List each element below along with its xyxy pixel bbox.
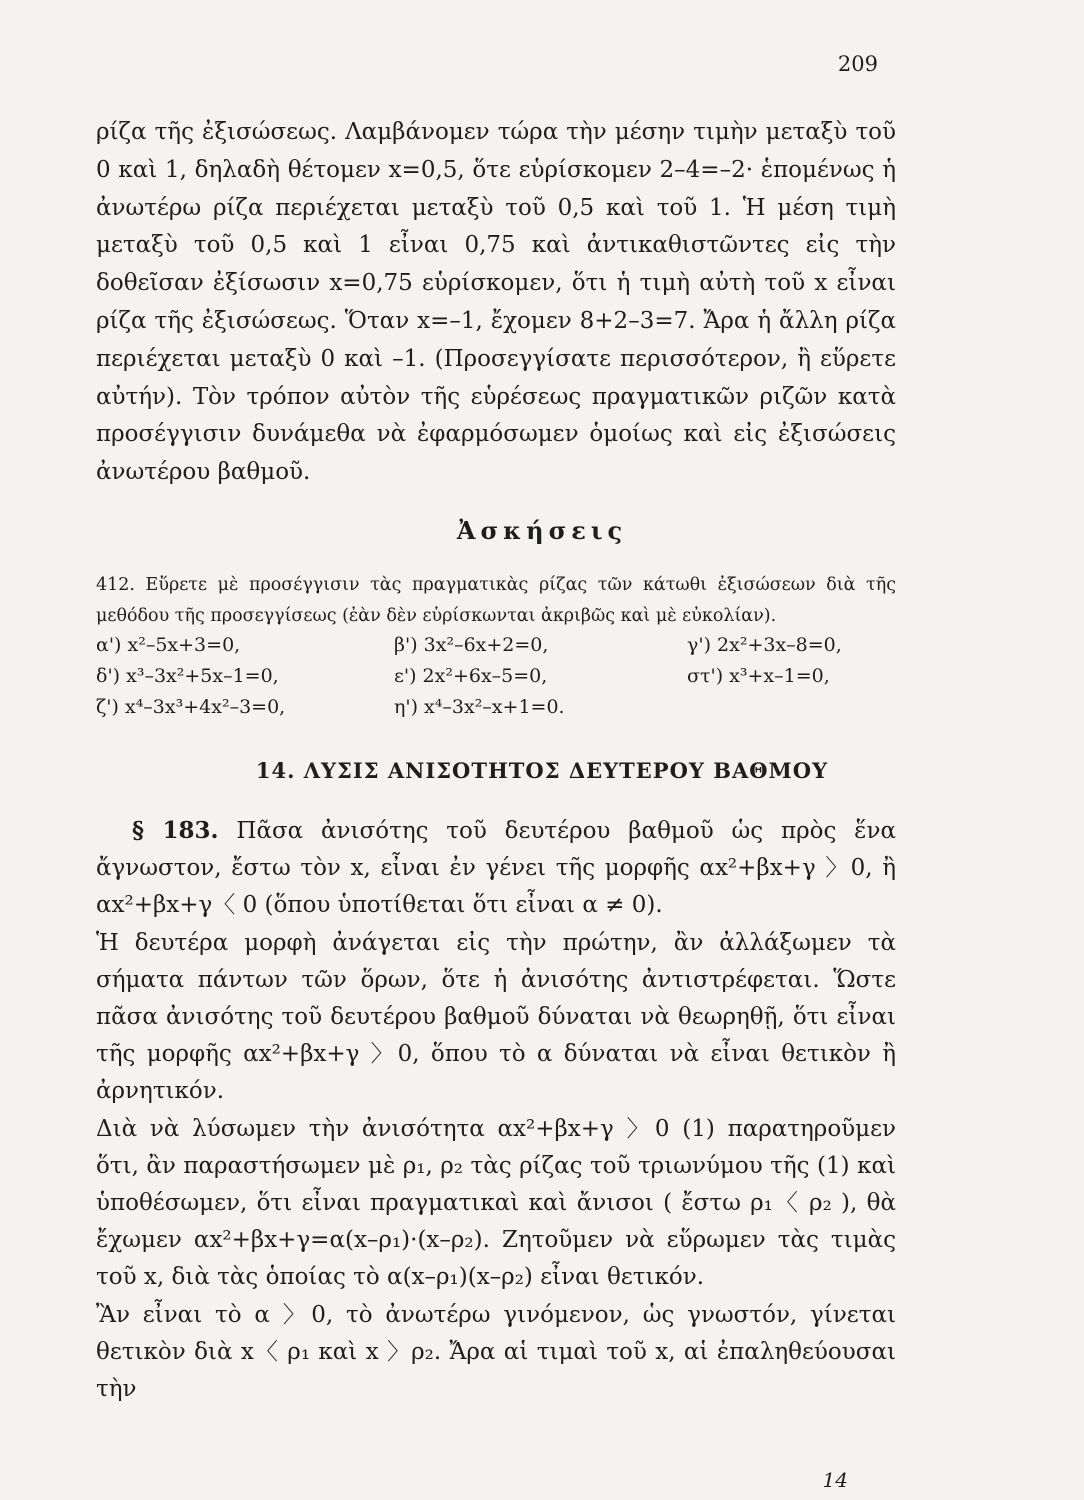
exercise-item: β') 3x²–6x+2=0, [394, 634, 549, 656]
intro-block [96, 114, 896, 492]
exercise-item: στ') x³+x–1=0, [687, 665, 830, 687]
exercise-list [96, 630, 896, 723]
exercise-row [96, 661, 896, 692]
section-heading: 14. ΛΥΣΙΣ ΑΝΙΣΟΤΗΤΟΣ ΔΕΥΤΕΡΟΥ ΒΑΘΜΟΥ [255, 758, 829, 783]
section-paragraph-4: Ἂν εἶναι τὸ α 〉0, τὸ ἀνωτέρω γινόμενον, ὡς γνωστόν, γίνεται θετικὸν διὰ x〈 ρ₁ καὶ x 〉ρ₂. Ἄρα αἱ τιμαὶ τοῦ x, αἱ ἐπαληθεύουσαι τὴν [96, 1301, 896, 1403]
exercise-item: α') x²–5x+3=0, [96, 634, 241, 656]
section-paragraph-1 [96, 812, 896, 925]
section-paragraph-3: Διὰ νὰ λύσωμεν τὴν ἀνισότητα αx²+βx+γ 〉0 (1) παρατηροῦμεν ὅτι, ἂν παραστήσωμεν μὲ ρ₁, ρ₂ τὰς ρίζας τοῦ τριωνύμου τῆς (1) καὶ ὑποθέσωμεν, ὅτι εἶναι πραγματικαὶ καὶ ἄνισοι ( ἔστω ρ₁〈 ρ₂ ), θὰ ἔχωμεν αx²+βx+γ=α(x–ρ₁)·(x–ρ₂). Ζητοῦμεν νὰ εὕρωμεν τὰς τιμὰς τοῦ x, διὰ τὰς ὁποίας τὸ α(x–ρ₁)(x–ρ₂) εἶναι θετικόν. [96, 1115, 896, 1291]
section-paragraph-1-text: Πᾶσα ἀνισότης τοῦ δευτέρου βαθμοῦ ὡς πρὸς ἕνα ἄγνωστον, ἔστω τὸν x, εἶναι ἐν γένει τῆς μορφῆς αx²+βx+γ 〉0, ἢ αx²+βx+γ〈 0 (ὅπου ὑποτίθεται ὅτι εἶναι α ≠ 0). [96, 818, 897, 919]
exercise-item: γ') 2x²+3x–8=0, [687, 634, 842, 656]
exercise-row [96, 630, 896, 661]
exercise-item: δ') x³–3x²+5x–1=0, [96, 665, 279, 687]
exercise-item: ε') 2x²+6x–5=0, [394, 665, 548, 687]
paragraph-number: § 183. [132, 817, 219, 844]
page-number: 209 [837, 52, 878, 76]
exercise-row [96, 692, 896, 723]
signature-mark: 14 [822, 1468, 848, 1492]
section-paragraph-2: Ἡ δευτέρα μορφὴ ἀνάγεται εἰς τὴν πρώτην, ἂν ἀλλάξωμεν τὰ σήματα πάντων τῶν ὅρων, ὅτε ἡ ἀνισότης ἀντιστρέφεται. Ὥστε πᾶσα ἀνισότης τοῦ δευτέρου βαθμοῦ δύναται νὰ θεωρηθῇ, ὅτι εἶναι τῆς μορφῆς αx²+βx+γ 〉0, ὅπου τὸ α δύναται νὰ εἶναι θετικὸν ἢ ἀρνητικόν. [96, 929, 896, 1105]
section-body [96, 812, 896, 1408]
exercises-intro-block [96, 570, 896, 632]
exercises-intro: 412. Εὕρετε μὲ προσέγγισιν τὰς πραγματικὰς ρίζας τῶν κάτωθι ἐξισώσεων διὰ τῆς μεθόδου τῆς προσεγγίσεως (ἐὰν δὲν εὑρίσκωνται ἀκριβῶς καὶ μὲ εὐκολίαν). [96, 575, 896, 626]
intro-paragraph: ρίζα τῆς ἐξισώσεως. Λαμβάνομεν τώρα τὴν μέσην τιμὴν μεταξὺ τοῦ 0 καὶ 1, δηλαδὴ θέτομεν x=0,5, ὅτε εὑρίσκομεν 2–4=–2· ἑπομένως ἡ ἀνωτέρω ρίζα περιέχεται μεταξὺ τοῦ 0,5 καὶ τοῦ 1. Ἡ μέση τιμὴ μεταξὺ τοῦ 0,5 καὶ 1 εἶναι 0,75 καὶ ἀντικαθιστῶντες εἰς τὴν δοθεῖσαν ἐξίσωσιν x=0,75 εὑρίσκομεν, ὅτι ἡ τιμὴ αὐτὴ τοῦ x εἶναι ρίζα τῆς ἐξισώσεως. Ὅταν x=–1, ἔχομεν 8+2–3=7. Ἄρα ἡ ἄλλη ρίζα περιέχεται μεταξὺ 0 καὶ –1. (Προσεγγίσατε περισσότερον, ἢ εὕρετε αὐτήν). Τὸν τρόπον αὐτὸν τῆς εὑρέσεως πραγματικῶν ριζῶν κατὰ προσέγγισιν δυνάμεθα νὰ ἐφαρμόσωμεν ὁμοίως καὶ εἰς ἐξισώσεις ἀνωτέρου βαθμοῦ. [96, 119, 896, 486]
exercise-item: ζ') x⁴–3x³+4x²–3=0, [96, 696, 286, 718]
exercises-heading: Ἀσκήσεις [456, 516, 628, 545]
exercise-item: η') x⁴–3x²–x+1=0. [394, 696, 565, 718]
